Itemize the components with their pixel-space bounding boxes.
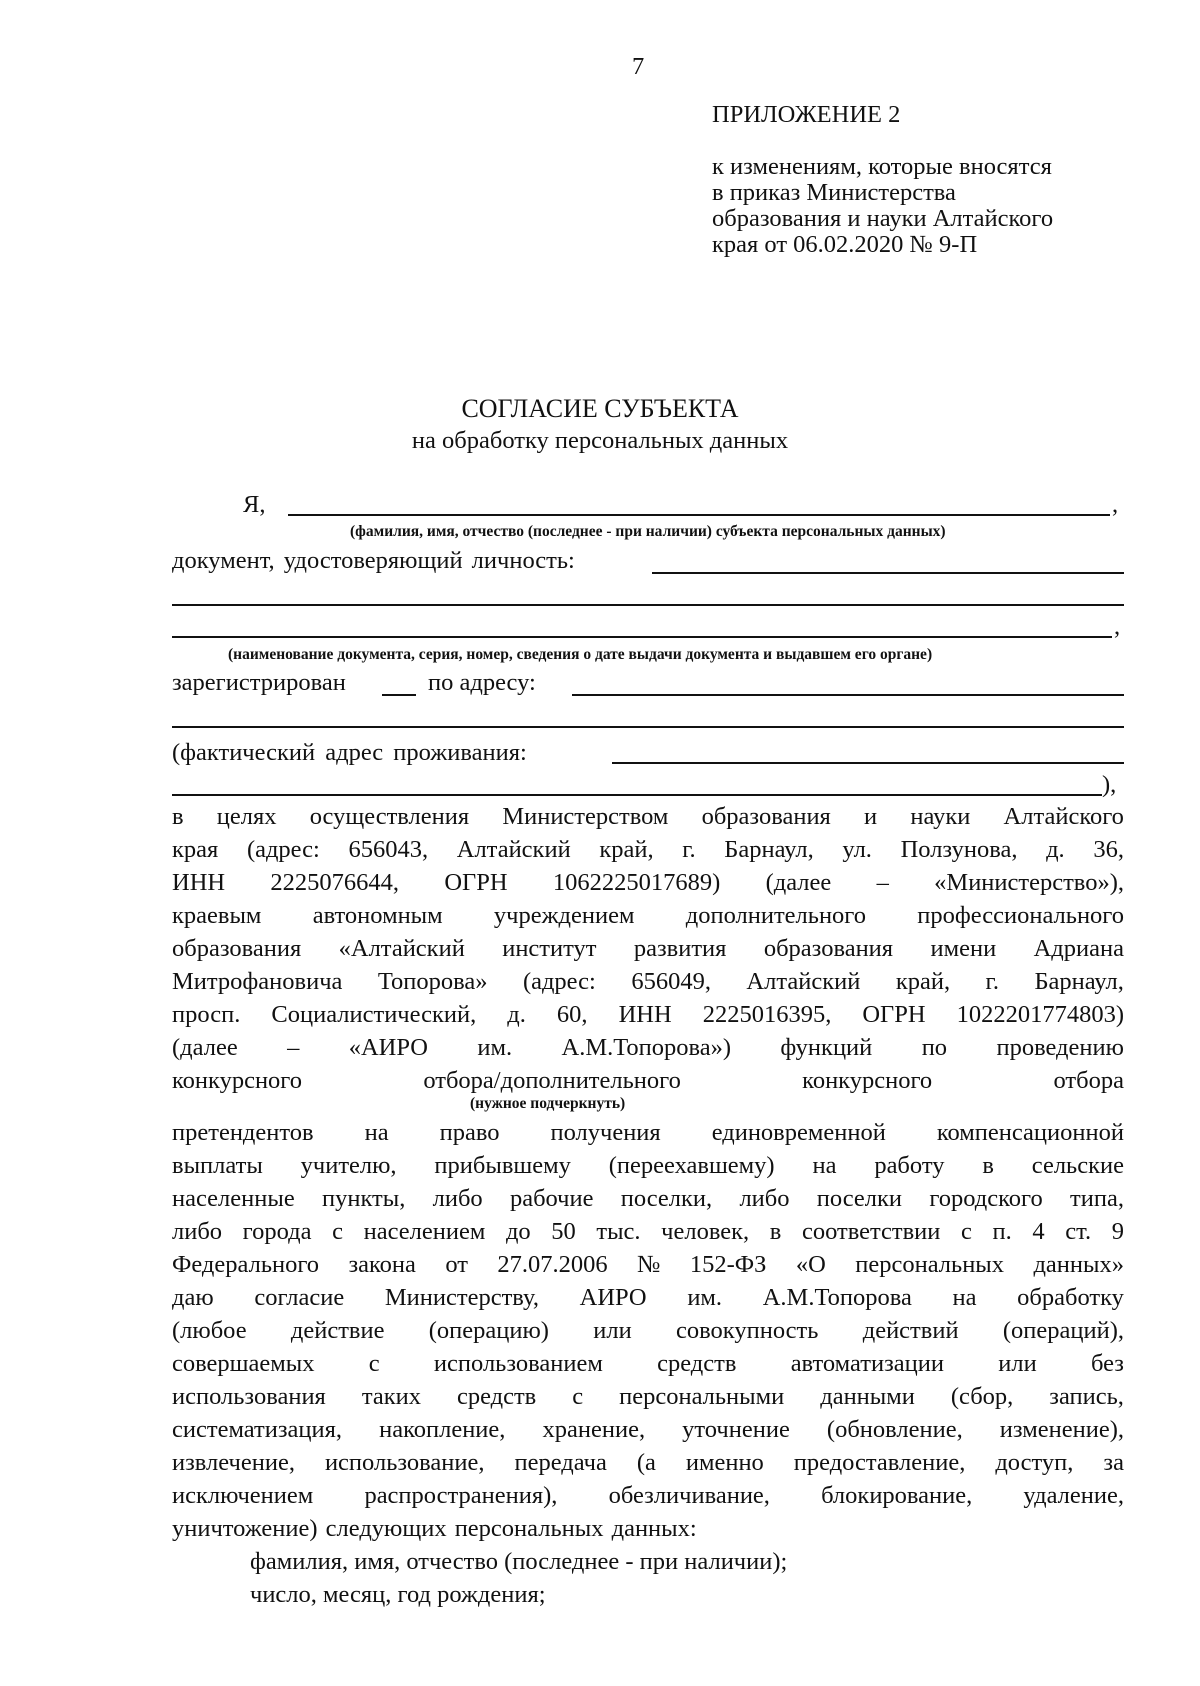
doc-comma: , <box>1114 613 1121 640</box>
doc-line-3[interactable] <box>172 636 1112 638</box>
doc-label: документ, удостоверяющий личность: <box>172 547 575 574</box>
actual-address-label: (фактический адрес проживания: <box>172 739 527 766</box>
body2-line-1: претендентов на право получения единовременной компенсационной <box>172 1119 1124 1146</box>
body-line-2: края (адрес: 656043, Алтайский край, г. Барнаул, ул. Ползунова, д. 36, <box>172 836 1124 863</box>
body-line-7: просп. Социалистический, д. 60, ИНН 2225016395, ОГРН 1022201774803) <box>172 1001 1124 1028</box>
page-number: 7 <box>632 53 645 80</box>
body-line-4: краевым автономным учреждением дополнительного профессионального <box>172 902 1124 929</box>
body-line-6: Митрофановича Топорова» (адрес: 656049, Алтайский край, г. Барнаул, <box>172 968 1124 995</box>
doc-line-1[interactable] <box>652 572 1124 574</box>
caption-fio: (фамилия, имя, отчество (последнее - при наличии) субъекта персональных данных) <box>350 523 946 540</box>
body2-line-9: использования таких средств с персональными данными (сбор, запись, <box>172 1383 1124 1410</box>
body-line-5: образования «Алтайский институт развития образования имени Адриана <box>172 935 1124 962</box>
address-label: по адресу: <box>428 669 536 696</box>
doc-line-2[interactable] <box>172 604 1124 606</box>
address-line-2[interactable] <box>172 726 1124 728</box>
body2-line-10: систематизация, накопление, хранение, уточнение (обновление, изменение), <box>172 1416 1124 1443</box>
appendix-line-1: к изменениям, которые вносятся <box>712 153 1052 180</box>
actual-address-close: ), <box>1102 771 1117 798</box>
document-subtitle: на обработку персональных данных <box>411 427 789 454</box>
fio-line[interactable] <box>288 514 1110 516</box>
body2-line-3: населенные пункты, либо рабочие поселки, либо поселки городского типа, <box>172 1185 1124 1212</box>
body2-line-8: совершаемых с использованием средств автоматизации или без <box>172 1350 1124 1377</box>
address-line-1[interactable] <box>572 694 1124 696</box>
document-title: СОГЛАСИЕ СУБЪЕКТА <box>461 394 739 423</box>
registered-label: зарегистрирован <box>172 669 346 696</box>
caption-underline: (нужное подчеркнуть) <box>470 1095 626 1112</box>
body-line-3: ИНН 2225076644, ОГРН 1062225017689) (далее – «Министерство»), <box>172 869 1124 896</box>
body2-line-2: выплаты учителю, прибывшему (переехавшему) на работу в сельские <box>172 1152 1124 1179</box>
registered-suffix-line[interactable] <box>382 694 416 696</box>
appendix-line-4: края от 06.02.2020 № 9-П <box>712 231 978 258</box>
body2-line-12: исключением распространения), обезличивание, блокирование, удаление, <box>172 1482 1124 1509</box>
actual-address-line-1[interactable] <box>612 762 1124 764</box>
actual-address-line-2[interactable] <box>172 794 1102 796</box>
appendix-line-3: образования и науки Алтайского <box>712 205 1054 232</box>
caption-doc: (наименование документа, серия, номер, сведения о дате выдачи документа и выдавшем его органе) <box>228 646 933 663</box>
ya-label: Я, <box>243 491 266 518</box>
list-item: число, месяц, год рождения; <box>250 1581 546 1608</box>
body2-line-7: (любое действие (операцию) или совокупность действий (операций), <box>172 1317 1124 1344</box>
body-line-1: в целях осуществления Министерством образования и науки Алтайского <box>172 803 1124 830</box>
list-item: фамилия, имя, отчество (последнее - при наличии); <box>250 1548 788 1575</box>
body2-line-6: даю согласие Министерству, АИРО им. А.М.Топорова на обработку <box>172 1284 1124 1311</box>
body-line-8: (далее – «АИРО им. А.М.Топорова») функций по проведению <box>172 1034 1124 1061</box>
appendix-heading: ПРИЛОЖЕНИЕ 2 <box>712 101 901 128</box>
body2-line-4: либо города с населением до 50 тыс. человек, в соответствии с п. 4 ст. 9 <box>172 1218 1124 1245</box>
body-line-9: конкурсного отбора/дополнительного конкурсного отбора <box>172 1067 1124 1094</box>
body2-line-11: извлечение, использование, передача (а именно предоставление, доступ, за <box>172 1449 1124 1476</box>
body2-line-13: уничтожение) следующих персональных данных: <box>172 1515 697 1542</box>
appendix-line-2: в приказ Министерства <box>712 179 956 206</box>
fio-comma: , <box>1112 491 1119 518</box>
body2-line-5: Федерального закона от 27.07.2006 № 152-ФЗ «О персональных данных» <box>172 1251 1124 1278</box>
